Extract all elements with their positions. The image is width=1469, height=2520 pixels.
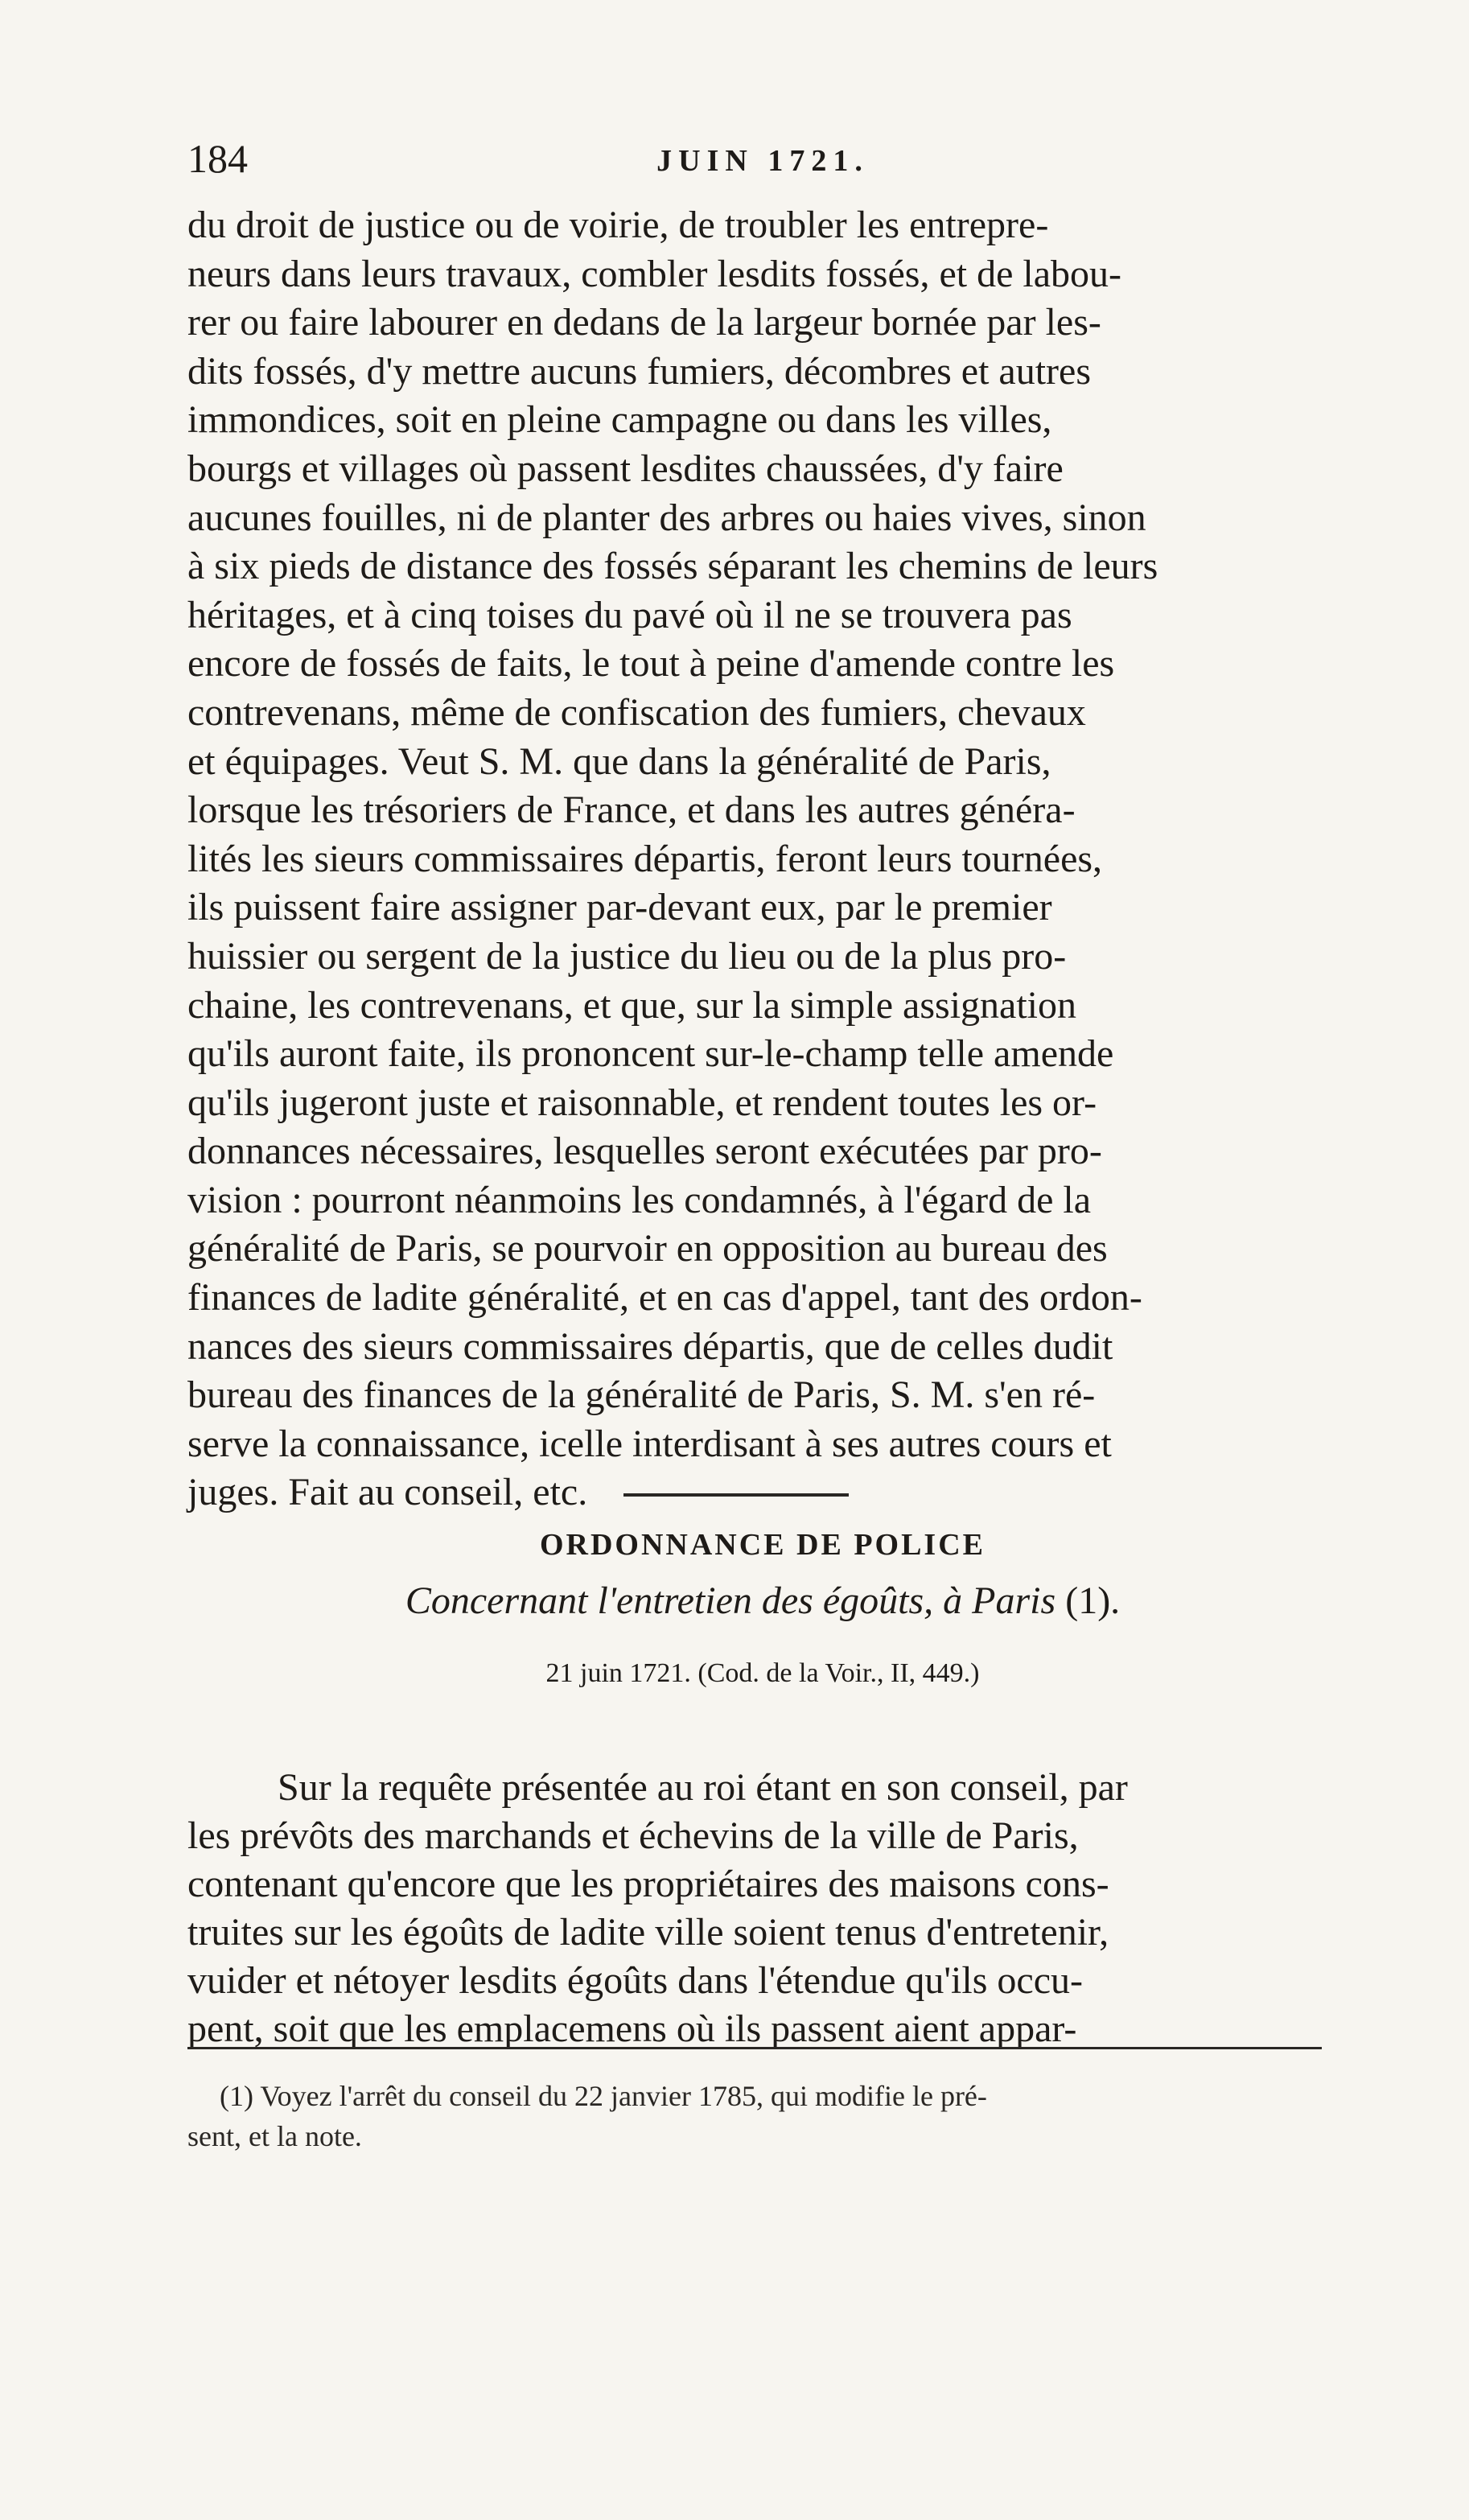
- text-line: à six pieds de distance des fossés séparant les chemins de leurs: [187, 545, 1158, 588]
- footnote-reference: (1).: [1065, 1579, 1121, 1622]
- text-line: héritages, et à cinq toises du pavé où il ne se trouvera pas: [187, 593, 1072, 636]
- text-line: dits fossés, d'y mettre aucuns fumiers, décombres et autres: [187, 349, 1092, 393]
- page-header: [187, 135, 1338, 191]
- text-line: vuider et nétoyer lesdits égoûts dans l'étendue qu'ils occu-: [187, 1959, 1083, 2002]
- running-head: JUIN 1721.: [656, 144, 869, 178]
- text-line: du droit de justice ou de voirie, de troubler les entrepre-: [187, 204, 1049, 246]
- text-line: qu'ils jugeront juste et raisonnable, et rendent toutes les or-: [187, 1081, 1097, 1124]
- text-line: encore de fossés de faits, le tout à peine d'amende contre les: [187, 642, 1115, 686]
- page-number: 184: [187, 136, 248, 181]
- text-line: juges. Fait au conseil, etc.: [187, 1471, 588, 1514]
- text-line: qu'ils auront faite, ils prononcent sur-le-champ telle amende: [187, 1032, 1114, 1076]
- text-line: généralité de Paris, se pourvoir en opposition au bureau des: [187, 1227, 1108, 1270]
- subtitle-text: Concernant l'entretien des égoûts, à Paris: [405, 1579, 1056, 1622]
- text-line: lorsque les trésoriers de France, et dans les autres généra-: [187, 789, 1076, 832]
- footnote-line: (1) Voyez l'arrêt du conseil du 22 janvier 1785, qui modifie le pré-: [220, 2080, 987, 2112]
- text-line: donnances nécessaires, lesquelles seront exécutées par pro-: [187, 1130, 1102, 1173]
- text-line: bourgs et villages où passent lesdites chaussées, d'y faire: [187, 447, 1064, 490]
- text-line: huissier ou sergent de la justice du lieu ou de la plus pro-: [187, 934, 1067, 978]
- section-title: ORDONNANCE DE POLICE: [539, 1528, 986, 1562]
- text-line: vision : pourront néanmoins les condamnés, à l'égard de la: [187, 1178, 1092, 1221]
- text-line: et équipages. Veut S. M. que dans la généralité de Paris,: [187, 739, 1051, 783]
- text-line: finances de ladite généralité, et en cas d'appel, tant des ordon-: [187, 1276, 1142, 1320]
- text-line: pent, soit que les emplacemens où ils passent aient appar-: [187, 2007, 1077, 2050]
- text-line: les prévôts des marchands et échevins de la ville de Paris,: [187, 1814, 1079, 1857]
- text-line: contenant qu'encore que les propriétaires des maisons cons-: [187, 1863, 1109, 1905]
- text-line: bureau des finances de la généralité de Paris, S. M. s'en ré-: [187, 1373, 1096, 1417]
- text-line: serve la connaissance, icelle interdisant à ses autres cours et: [187, 1422, 1112, 1465]
- text-line: nances des sieurs commissaires départis, que de celles dudit: [187, 1324, 1113, 1368]
- section-subtitle: [187, 1577, 1338, 1625]
- text-line: Sur la requête présentée au roi étant en son conseil, par: [278, 1766, 1128, 1809]
- text-line: aucunes fouilles, ni de planter des arbres ou haies vives, sinon: [187, 496, 1146, 539]
- footnote-rule: [187, 2047, 1322, 2049]
- continued-paragraph: [187, 201, 1338, 1517]
- footnote-line: sent, et la note.: [187, 2120, 362, 2152]
- text-line: contrevenans, même de confiscation des fumiers, chevaux: [187, 690, 1086, 734]
- text-line: lités les sieurs commissaires départis, feront leurs tournées,: [187, 837, 1103, 880]
- ordinance-paragraph: [187, 1764, 1338, 2053]
- text-line: truites sur les égoûts de ladite ville soient tenus d'entretenir,: [187, 1911, 1109, 1954]
- text-line: immondices, soit en pleine campagne ou dans les villes,: [187, 398, 1052, 442]
- dateline: 21 juin 1721. (Cod. de la Voir., II, 449.): [545, 1658, 980, 1688]
- footnote: [187, 2076, 1338, 2156]
- text-line: chaine, les contrevenans, et que, sur la simple assignation: [187, 983, 1077, 1027]
- text-line: neurs dans leurs travaux, combler lesdits fossés, et de labou-: [187, 252, 1122, 295]
- text-line: rer ou faire labourer en dedans de la largeur bornée par les-: [187, 301, 1101, 344]
- section-divider: [623, 1493, 849, 1497]
- text-line: ils puissent faire assigner par-devant eux, par le premier: [187, 886, 1052, 929]
